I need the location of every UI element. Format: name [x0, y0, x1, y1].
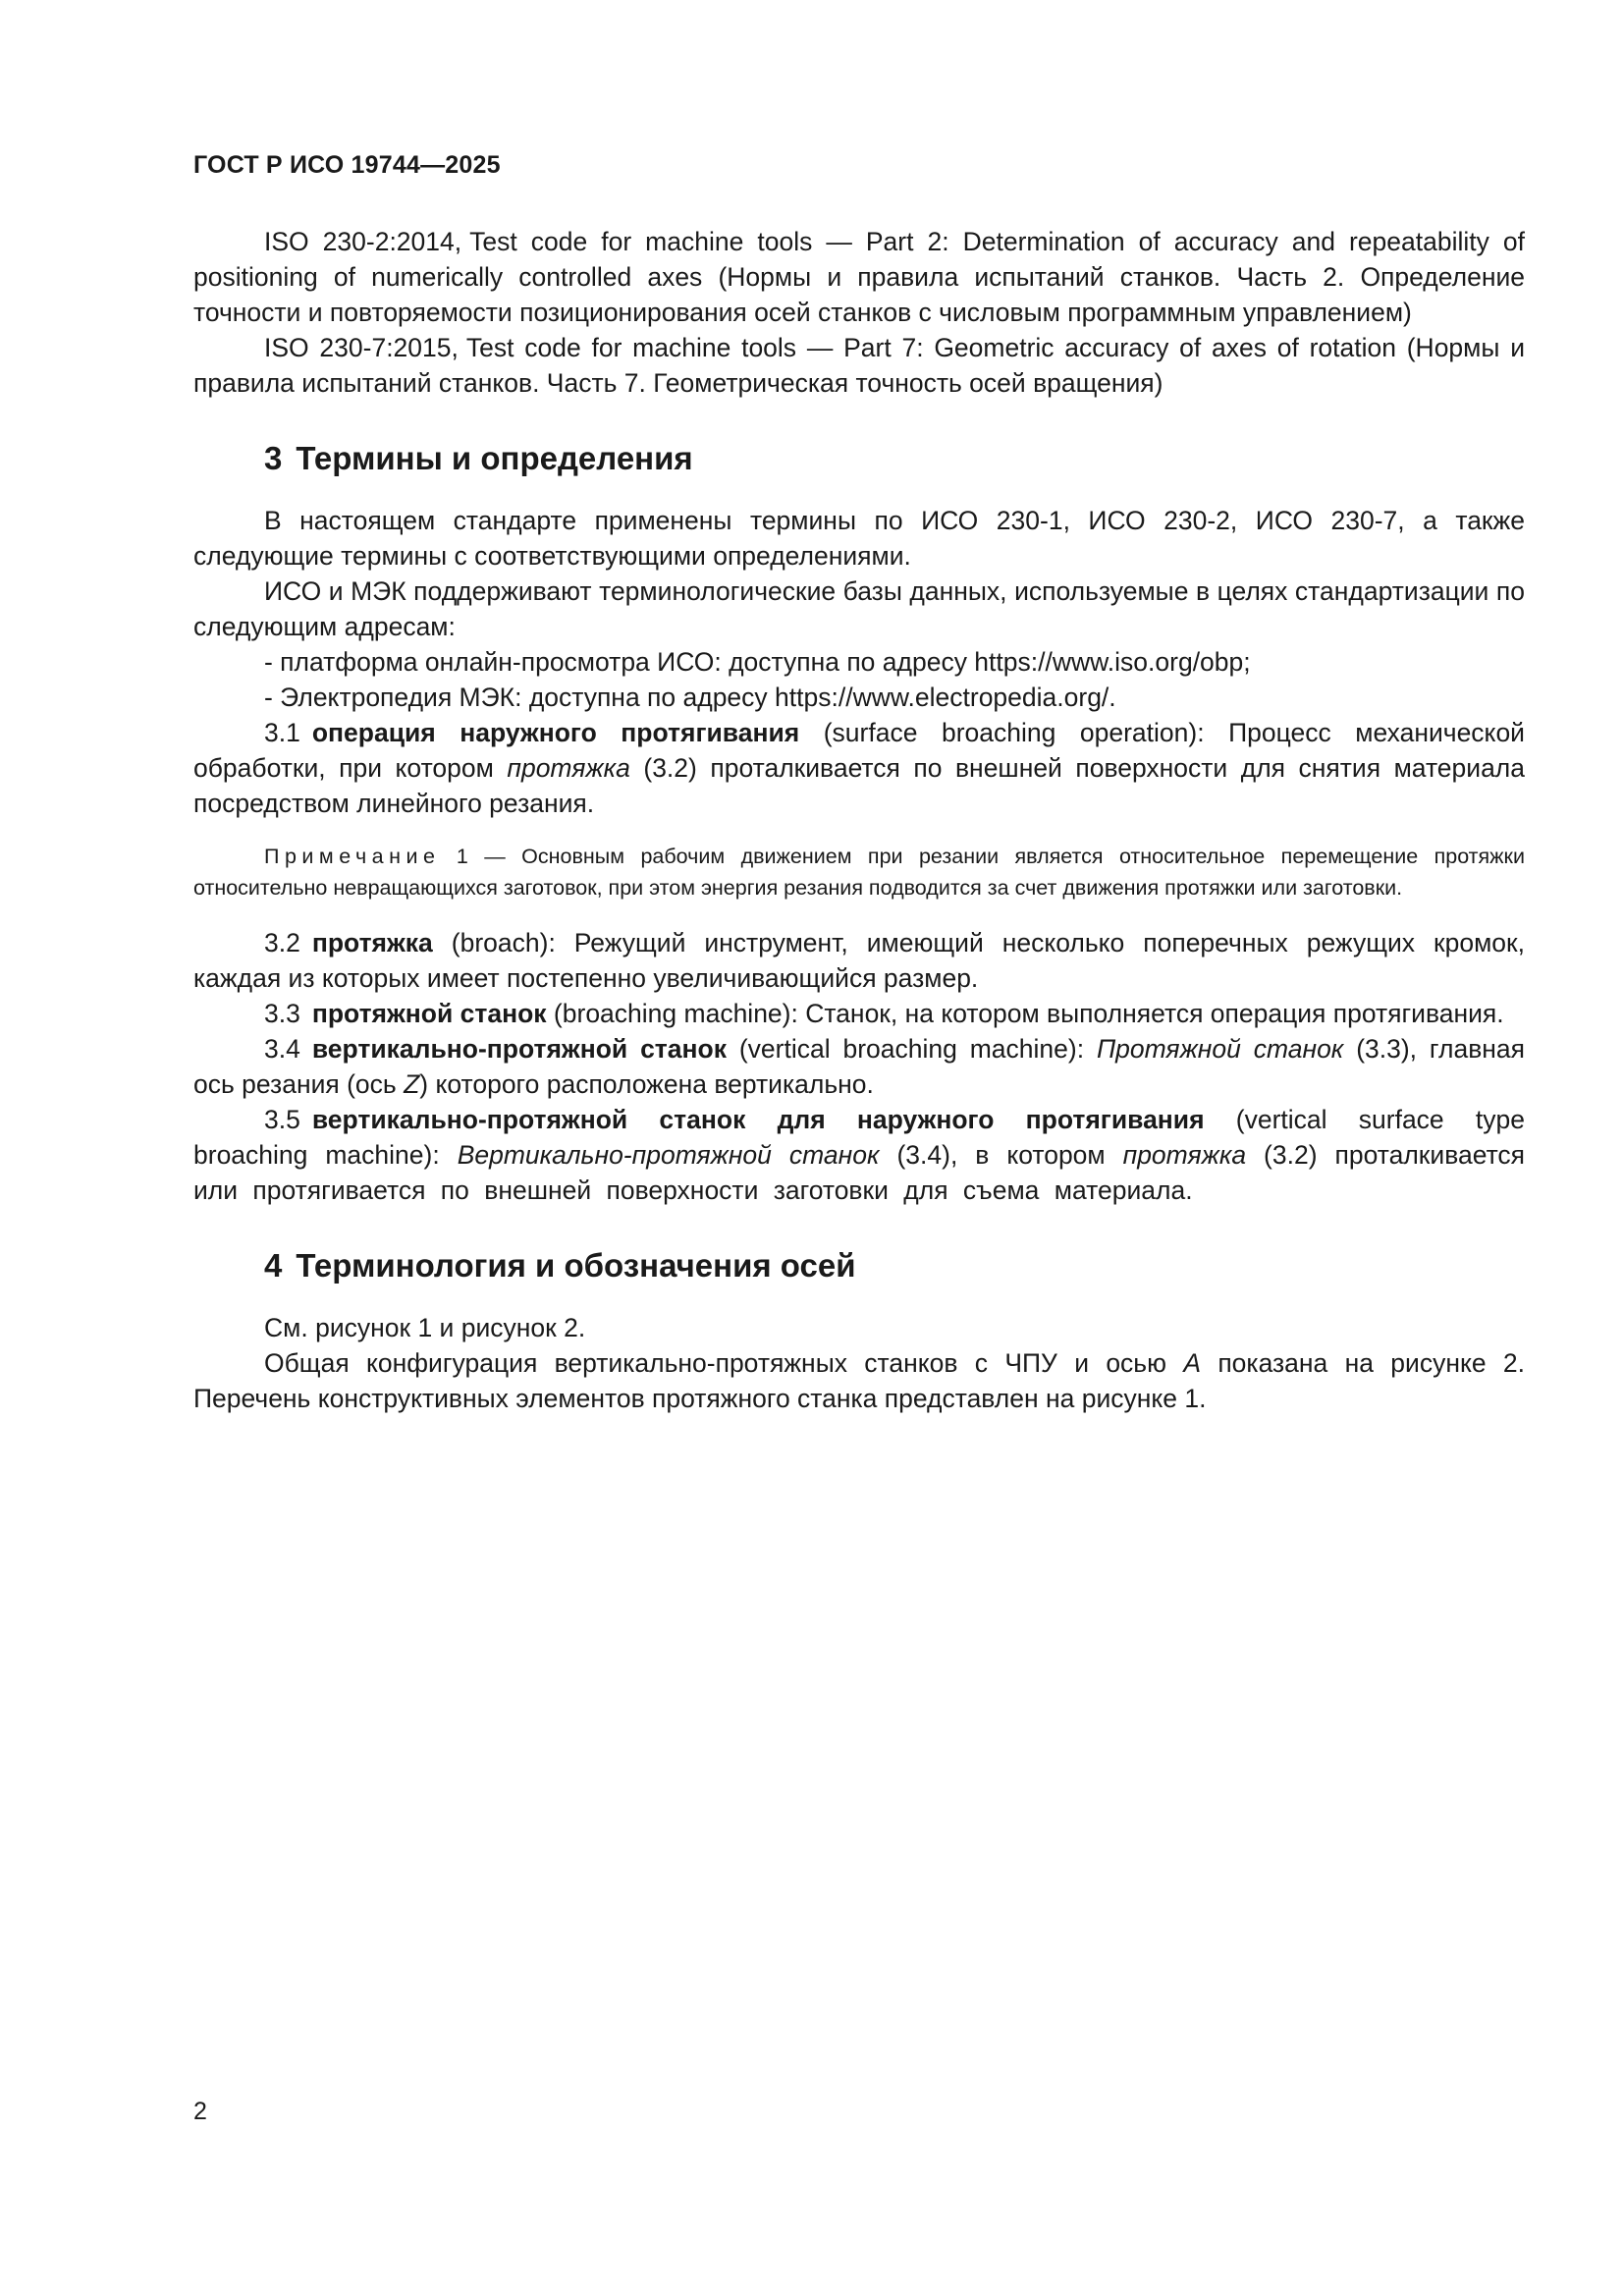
list-item-iso-obp: - платформа онлайн-просмотра ИСО: доступна по адресу https://www.iso.org/obp; — [264, 647, 1251, 677]
reference-code: ISO 230-7:2015, — [264, 333, 459, 362]
term-3-3-name: протяжной станок — [311, 999, 547, 1028]
section-3-intro-2: ИСО и МЭК поддерживают терминологические базы данных, используемые в целях стандартизации по следующим адресам: — [193, 576, 1525, 641]
reference-code: ISO 230-2:2014, — [264, 227, 462, 256]
section-3-intro-1: В настоящем стандарте применены термины по ИСО 230-1, ИСО 230-2, ИСО 230-7, а также следующие термины с соответствующими определениями. — [193, 506, 1525, 571]
term-3-4-name: вертикально-протяжной станок — [311, 1034, 727, 1064]
reference-iso-230-2 — [193, 224, 1525, 330]
document-header: ГОСТ Р ИСО 19744—2025 — [193, 151, 501, 179]
section-4-heading: 4 Терминология и обозначения осей — [264, 1247, 856, 1284]
term-3-5: 3.5 вертикально-протяжной станок для наружного протягивания (vertical surface type broaching machine): Вертикально-протяжной станок (3.4), в котором протяжка (3.2) проталкивается или протягивается по внешней поверхности заготовки для съема материала. — [193, 1105, 1526, 1205]
list-item-electropedia: - Электропедия МЭК: доступна по адресу https://www.electropedia.org/. — [264, 683, 1116, 712]
reference-iso-230-7 — [193, 330, 1525, 401]
reference-text: Test code for machine tools — Part 7: Geometric accuracy of axes of rotation (Нормы и правила испытаний станков. Часть 7. Геометрическая точность осей вращения) — [193, 333, 1526, 398]
reference-text: Test code for machine tools — Part 2: Determination of accuracy and repeatability of positioning of numerically controlled axes (Нормы и правила испытаний станков. Часть 2. Определение точности и повторяемости позиционирования осей станков с числовым программным управлением) — [193, 227, 1525, 327]
page-number: 2 — [193, 2098, 207, 2125]
note-label: Примечание — [264, 845, 441, 868]
term-3-2: 3.2 протяжка (broach): Режущий инструмент, имеющий несколько поперечных режущих кромок, каждая из которых имеет постепенно увеличивающийся размер. — [193, 928, 1525, 993]
term-3-5-name: вертикально-протяжной станок для наружного протягивания — [311, 1105, 1205, 1134]
term-3-1: 3.1 операция наружного протягивания (surface broaching operation): Процесс механической обработки, при котором протяжка (3.2) проталкивается по внешней поверхности для снятия материала посредством линейного резания. — [193, 718, 1526, 818]
term-3-1-name: операция наружного протягивания — [311, 718, 800, 747]
section-4-para-2: Общая конфигурация вертикально-протяжных станков с ЧПУ и осью A показана на рисунке 2. Перечень конструктивных элементов протяжного станка представлен на рисунке 1. — [193, 1348, 1525, 1413]
note-1: Примечание 1 — Основным рабочим движением при резании является относительное перемещение протяжки относительно невращающихся заготовок, при этом энергия резания подводится за счет движения протяжки или заготовки. — [193, 845, 1525, 900]
term-3-4: 3.4 вертикально-протяжной станок (vertical broaching machine): Протяжной станок (3.3), главная ось резания (ось Z) которого расположена вертикально. — [193, 1034, 1525, 1099]
page-content — [193, 224, 1525, 1416]
term-3-2-name: протяжка — [311, 928, 433, 957]
section-3-heading: 3 Термины и определения — [264, 440, 693, 476]
section-4-para-1: См. рисунок 1 и рисунок 2. — [264, 1313, 586, 1342]
term-3-3: 3.3 протяжной станок (broaching machine): Станок, на котором выполняется операция протягивания. — [264, 999, 1504, 1028]
